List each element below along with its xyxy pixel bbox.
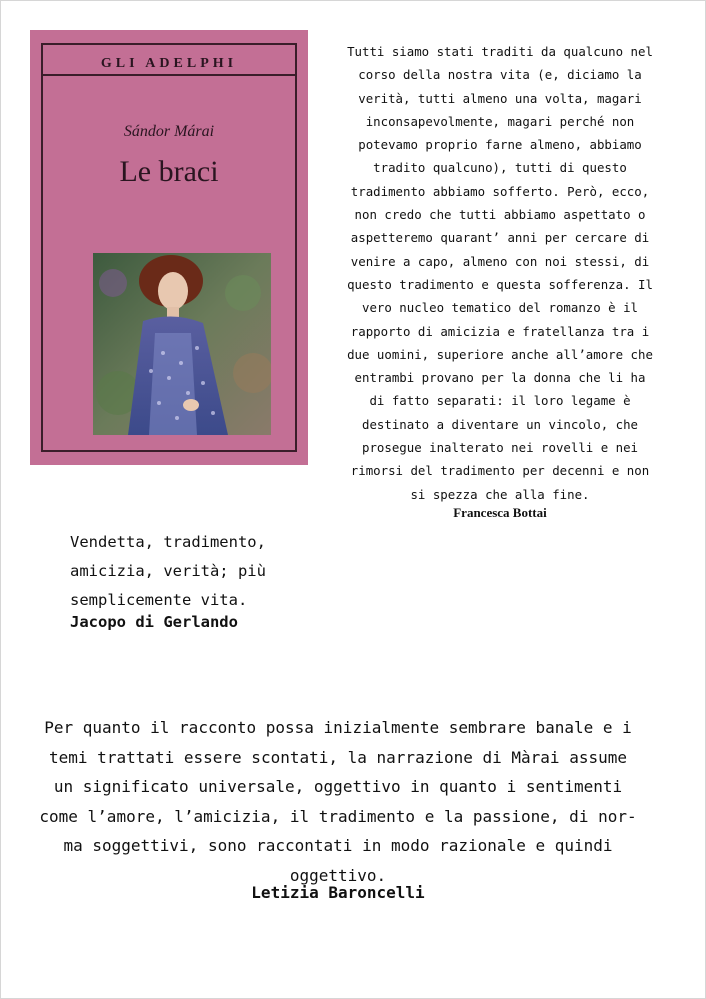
quote-line: entrambi provano per la donna che li ha bbox=[354, 370, 646, 386]
quote-line: si spezza che alla fine. bbox=[410, 486, 590, 502]
quote-line: questo tradimento e questa sofferenza. Il bbox=[347, 276, 653, 292]
quote-line: corso della nostra vita (e, diciamo la bbox=[358, 67, 642, 83]
quote-line: Vendetta, tradimento, bbox=[70, 533, 266, 551]
quote-line: un significato universale, oggettivo in quanto i sentimenti bbox=[53, 777, 623, 796]
quote-line: rapporto di amicizia e fratellanza tra i bbox=[350, 323, 650, 339]
quote-line: come l’amore, l’amicizia, il tradimento e la passione, di nor- bbox=[39, 806, 637, 826]
quote-line: ma soggettivi, sono raccontati in modo razionale e quindi bbox=[63, 836, 613, 855]
cover-series: GLI ADELPHI bbox=[100, 56, 238, 71]
review-quote-bottai bbox=[340, 40, 660, 506]
quote-line: aspetteremo quarant’ anni per cercare di bbox=[350, 230, 650, 246]
quote-line: verità, tutti almeno una volta, magari bbox=[358, 90, 642, 106]
quote-line: Per quanto il racconto possa inizialmente sembrare banale e i bbox=[44, 718, 632, 737]
quote-line: tradito qualcuno), tutti di questo bbox=[373, 160, 627, 176]
quote-line: potevamo proprio farne almeno, abbiamo bbox=[358, 137, 642, 153]
cover-author: Sándor Márai bbox=[123, 123, 215, 140]
quote-line: venire a capo, almeno con noi stessi, di bbox=[350, 253, 650, 269]
review-quote-baroncelli bbox=[30, 713, 646, 890]
book-cover bbox=[30, 30, 308, 465]
quote-line: due uomini, superiore anche all’amore che bbox=[347, 346, 653, 362]
cover-title: Le braci bbox=[119, 155, 219, 188]
quote-line: prosegue inalterato nei rovelli e nei bbox=[361, 440, 638, 456]
quote-line: di fatto separati: il loro legame è bbox=[369, 393, 631, 409]
cover-frame bbox=[41, 43, 297, 452]
signature-gerlando: Jacopo di Gerlando bbox=[70, 613, 238, 631]
quote-line: inconsapevolmente, magari perché non bbox=[365, 113, 635, 129]
quote-line: rimorsi del tradimento per decenni e non bbox=[350, 463, 650, 479]
signature-baroncelli: Letizia Baroncelli bbox=[251, 883, 425, 902]
quote-line: semplicemente vita. bbox=[70, 591, 248, 609]
quote-line: tradimento abbiamo sofferto. Però, ecco, bbox=[350, 183, 650, 199]
review-quote-gerlando bbox=[70, 528, 330, 615]
cover-rule bbox=[43, 74, 295, 76]
quote-line: Tutti siamo stati traditi da qualcuno nel bbox=[347, 44, 653, 59]
signature-bottai: Francesca Bottai bbox=[453, 505, 547, 520]
quote-line: destinato a diventare un vincolo, che bbox=[361, 416, 638, 432]
quote-line: vero nucleo tematico del romanzo è il bbox=[361, 300, 638, 316]
quote-line: temi trattati essere scontati, la narrazione di Màrai assume bbox=[49, 747, 627, 767]
quote-line: non credo che tutti abbiamo aspettato o bbox=[354, 207, 646, 223]
quote-line: amicizia, verità; più bbox=[70, 562, 266, 580]
cover-painting bbox=[93, 253, 271, 435]
quote-line: oggettivo. bbox=[289, 865, 387, 885]
